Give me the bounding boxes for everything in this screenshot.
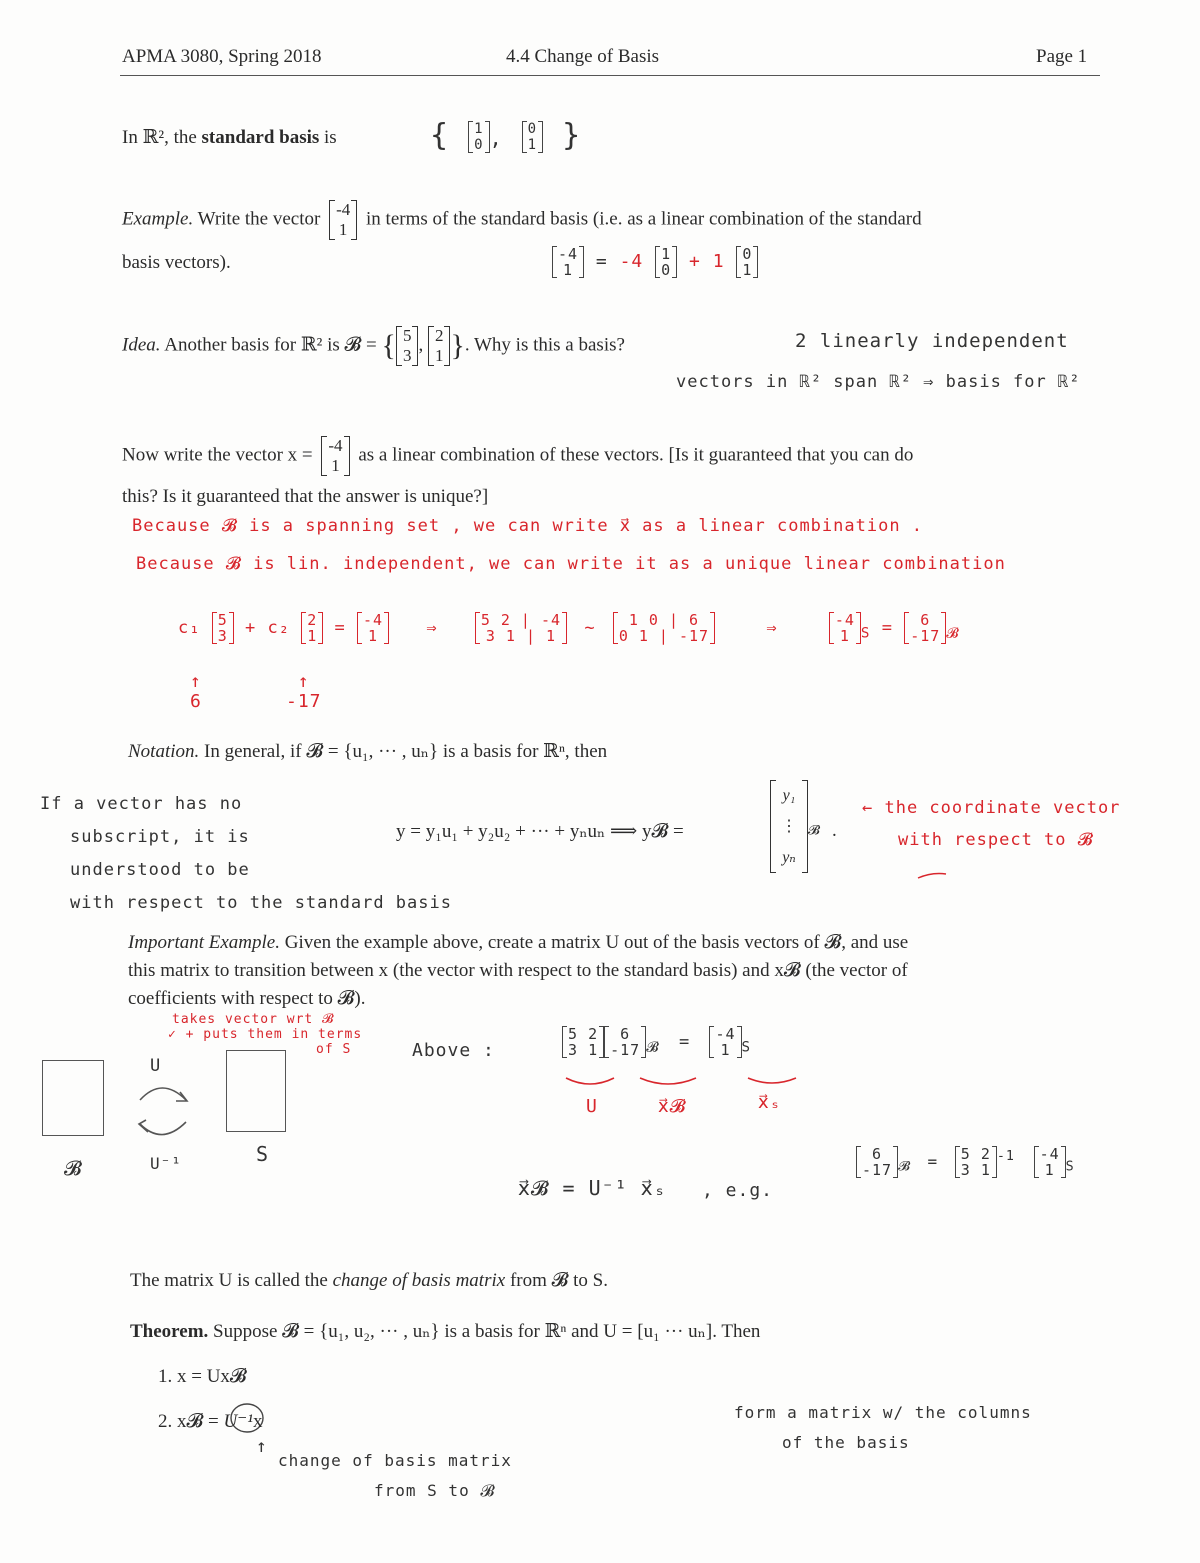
hw-xs-sub: S xyxy=(741,1039,752,1056)
space-s-label: S xyxy=(256,1142,270,1166)
space-b-label: 𝓑 xyxy=(64,1156,83,1180)
notation-column-vector: y₁ ⋮ yₙ $_𝓑$ xyxy=(770,780,820,873)
example-vector: -4 1 xyxy=(329,200,357,240)
hw-xs-vector: -4 1 xyxy=(709,1026,741,1058)
example-text-c: basis vectors). xyxy=(122,252,231,273)
hw-because-spanning: Because 𝓑 is a spanning set , we can write x⃗ as a linear combination . xyxy=(132,516,924,536)
hw-row-equivalent: ~ xyxy=(584,618,596,638)
standard-basis-lead: In ℝ², the xyxy=(122,127,197,148)
hw-eq: = xyxy=(595,251,608,272)
hw-above-equation xyxy=(562,1026,751,1058)
hw-linear-system: c₁ 5 3 + c₂ 2 1 = -4 1 ⇒ 5 2 | -4 3 1 | 1 ~ 1 0 | 6 0 1 | -17 ⇒ -4 1 $_S$ = 6 -17 $_𝓑$ xyxy=(178,611,960,645)
hw-sub-s: S xyxy=(860,625,871,642)
hw-e1: 1 0 xyxy=(655,246,677,278)
standard-basis-tail: is xyxy=(324,127,337,148)
idea-line: Idea. Another basis for ℝ² is 𝓑 = { 5 3 , 2 1 }. Why is this a basis? xyxy=(122,326,625,365)
called-text-b: from 𝓑 to S. xyxy=(509,1270,608,1291)
hw-u-matrix: 5 2 3 1 xyxy=(562,1026,604,1058)
hw-c1-value: ↑ 6 xyxy=(190,671,202,712)
now-write-vector: -4 1 xyxy=(321,436,349,476)
hw-eg-matrix: 5 2 3 1 xyxy=(955,1146,997,1178)
notation-label: Notation. xyxy=(128,741,200,762)
u-arrow-curve xyxy=(140,1088,186,1100)
hw-eg-eq: = xyxy=(927,1151,939,1171)
now-write-text-a: Now write the vector x = xyxy=(122,444,313,466)
theorem-item-2-uinv: U⁻¹ xyxy=(223,1411,253,1432)
hw-lhs-vector: -4 1 xyxy=(552,246,584,278)
idea-basis-v1: 5 3 xyxy=(396,326,419,366)
called-text-a: The matrix U is called the xyxy=(130,1270,328,1291)
theorem-item-2-a: 2. x𝓑 = xyxy=(158,1411,219,1432)
called-term: change of basis matrix xyxy=(332,1270,506,1291)
theorem-label: Theorem. xyxy=(130,1321,209,1342)
hw-plus-c2: + c₂ xyxy=(245,618,290,638)
hw-plus: + xyxy=(689,251,701,272)
hw-c1: c₁ xyxy=(178,618,201,638)
idea-hw-line2: vectors in ℝ² span ℝ² ⇒ basis for ℝ² xyxy=(676,372,1081,392)
hw-result-lhs: -4 1 xyxy=(829,612,861,644)
theorem-item-2 xyxy=(158,1410,262,1433)
brace-label-xb: x⃗𝓑 xyxy=(658,1096,687,1117)
hw-rref-matrix: 1 0 | 6 0 1 | -17 xyxy=(613,612,715,644)
hw-change-of-basis-note: change of basis matrix from S to 𝓑 xyxy=(278,1451,512,1500)
idea-text-b: . Why is this a basis? xyxy=(464,334,625,356)
standard-basis-e1: 1 0 xyxy=(468,121,489,153)
u-inverse-map-label: U⁻¹ xyxy=(150,1154,182,1173)
hw-sub-b: 𝓑 xyxy=(946,625,960,642)
example-text-a: Write the vector xyxy=(197,208,321,230)
hw-augmented-matrix: 5 2 | -4 3 1 | 1 xyxy=(475,612,567,644)
u-inverse-arrowhead xyxy=(139,1120,148,1132)
brace-u xyxy=(566,1078,614,1084)
standard-basis-set: { 1 0 , 0 1 } xyxy=(430,118,582,153)
now-write-text-c: this? Is it guaranteed that the answer is unique?] xyxy=(122,486,489,507)
hw-eg-sub-b: 𝓑 xyxy=(898,1159,911,1175)
theorem-item-2-x: x xyxy=(252,1411,263,1432)
hw-c2-value: ↑ -17 xyxy=(286,671,322,712)
important-label: Important Example. xyxy=(128,932,280,953)
hw-eg-lhs: 6 -17 xyxy=(856,1146,898,1178)
hw-form-matrix-note: form a matrix w/ the columns of the basis xyxy=(734,1403,1032,1452)
brace-label-xs: x⃗ₛ xyxy=(758,1092,782,1113)
hw-eq-sign: = xyxy=(334,618,346,638)
hw-xb-sub: 𝓑 xyxy=(646,1039,660,1056)
notation-text: In general, if 𝓑 = {u₁, ··· , uₙ} is a basis for ℝⁿ, then xyxy=(204,741,608,762)
idea-label: Idea. xyxy=(122,334,161,356)
now-write-text-b: as a linear combination of these vectors. [Is it guaranteed that you can do xyxy=(358,444,914,466)
hw-above-eq: = xyxy=(678,1032,691,1052)
brace-xs xyxy=(748,1078,796,1083)
hw-coordinate-vector-note: ← the coordinate vector with respect to 𝓑 xyxy=(862,798,1121,850)
called-line xyxy=(130,1270,608,1292)
hw-coefficient-2: 1 xyxy=(712,251,725,272)
hw-eg-label: , e.g. xyxy=(702,1180,774,1201)
hw-basis-v2: 2 1 xyxy=(301,612,323,644)
hw-eg-equation xyxy=(856,1146,1075,1178)
red-tick-mark xyxy=(918,874,946,879)
u-inverse-arrow-curve xyxy=(140,1122,186,1135)
page-title: 4.4 Change of Basis xyxy=(506,46,660,67)
above-label: Above : xyxy=(412,1040,495,1061)
idea-text-a: Another basis for ℝ² is 𝓑 = xyxy=(164,334,377,356)
important-line3: coefficients with respect to 𝓑). xyxy=(128,988,366,1009)
set-open-brace: { xyxy=(430,118,450,153)
idea-basis-v2: 2 1 xyxy=(428,326,451,366)
notation-equation: y = y₁u₁ + y₂u₂ + ··· + yₙuₙ ⟹ y𝓑 = xyxy=(396,821,684,842)
example-text-b: in terms of the standard basis (i.e. as a linear combination of the standard xyxy=(366,208,922,230)
set-close-brace: } xyxy=(562,118,582,153)
standard-basis-term: standard basis xyxy=(201,127,320,148)
notation-col-sub: 𝓑 xyxy=(808,822,820,838)
hw-implies-1: ⇒ xyxy=(426,618,438,638)
brace-label-u: U xyxy=(586,1096,598,1117)
standard-basis-e2: 0 1 xyxy=(522,121,543,153)
hw-eg-rhs: -4 1 xyxy=(1034,1146,1066,1178)
course-header: APMA 3080, Spring 2018 xyxy=(122,46,322,67)
page-number: Page 1 xyxy=(1036,46,1088,67)
theorem-line xyxy=(130,1320,760,1343)
hw-because-independent: Because 𝓑 is lin. independent, we can write it as a unique linear combination xyxy=(136,554,1006,574)
hw-result-rhs: 6 -17 xyxy=(904,612,946,644)
brace-xb xyxy=(640,1078,696,1084)
example-label: Example. xyxy=(122,208,194,230)
hw-takes-vector-note: takes vector wrt 𝓑 ✓ + puts them in terms of S xyxy=(168,1012,363,1057)
idea-hw-line1: 2 linearly independent xyxy=(795,330,1069,352)
hw-no-subscript-note: If a vector has no subscript, it is understood to be with respect to the standard basis xyxy=(40,794,452,913)
u-map-label: U xyxy=(150,1056,162,1076)
hw-xb-vector: 6 -17 xyxy=(604,1026,646,1058)
hw-eg-inverse: -1 xyxy=(996,1149,1015,1165)
hw-change-formula: x⃗𝓑 = U⁻¹ x⃗ₛ xyxy=(518,1176,667,1200)
hw-implies-2: ⇒ xyxy=(766,618,778,638)
hw-rhs-vector: -4 1 xyxy=(357,612,389,644)
hw-basis-v1: 5 3 xyxy=(212,612,234,644)
hw-e2: 0 1 xyxy=(736,246,758,278)
hw-eg-sub-s: S xyxy=(1065,1159,1075,1175)
theorem-item-1: 1. x = Ux𝓑 xyxy=(158,1366,247,1387)
hw-coefficient-1: -4 xyxy=(619,251,644,272)
important-line2: this matrix to transition between x (the vector with respect to the standard basis) and x𝓑 (the vector of xyxy=(128,960,908,981)
important-text-1: Given the example above, create a matrix U out of the basis vectors of 𝓑, and use xyxy=(284,932,909,953)
theorem-text: Suppose 𝓑 = {u₁, u₂, ··· , uₙ} is a basis for ℝⁿ and U = [u₁ ··· uₙ]. Then xyxy=(213,1321,761,1342)
hw-up-arrow: ↑ xyxy=(256,1436,268,1457)
